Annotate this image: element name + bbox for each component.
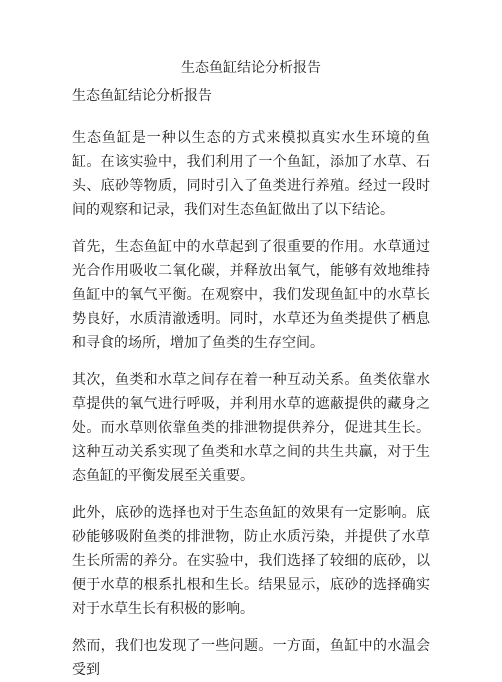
paragraph-intro: 生态鱼缸是一种以生态的方式来模拟真实水生环境的鱼缸。在该实验中，我们利用了一个鱼缸，添加了水草、石头、底砂等物质，同时引入了鱼类进行养殖。经过一段时间的观察和记录，我们对生态鱼缸做出了以下结论。 xyxy=(72,130,430,218)
paragraph-problems: 然而，我们也发现了一些问题。一方面，鱼缸中的水温会受到 xyxy=(72,638,430,678)
document-subtitle: 生态鱼缸结论分析报告 xyxy=(72,88,212,104)
document-title: 生态鱼缸结论分析报告 xyxy=(181,60,321,76)
paragraph-fish-plant-interaction: 其次，鱼类和水草之间存在着一种互动关系。鱼类依靠水草提供的氧气进行呼吸，并利用水草的遮蔽提供的藏身之处。而水草则依靠鱼类的排泄物提供养分，促进其生长。这种互动关系实现了鱼类和水草之间的共生共赢，对于生态鱼缸的平衡发展至关重要。 xyxy=(72,372,430,484)
paragraph-substrate: 此外，底砂的选择也对于生态鱼缸的效果有一定影响。底砂能够吸附鱼类的排泄物，防止水质污染，并提供了水草生长所需的养分。在实验中，我们选择了较细的底砂，以便于水草的根系扎根和生长。结果显示，底砂的选择确实对于水草生长有积极的影响。 xyxy=(72,505,430,617)
paragraph-aquatic-plants: 首先，生态鱼缸中的水草起到了很重要的作用。水草通过光合作用吸收二氧化碳，并释放出氧气，能够有效地维持鱼缸中的氧气平衡。在观察中，我们发现鱼缸中的水草长势良好，水质清澈透明。同时，水草还为鱼类提供了栖息和寻食的场所，增加了鱼类的生存空间。 xyxy=(72,239,430,351)
